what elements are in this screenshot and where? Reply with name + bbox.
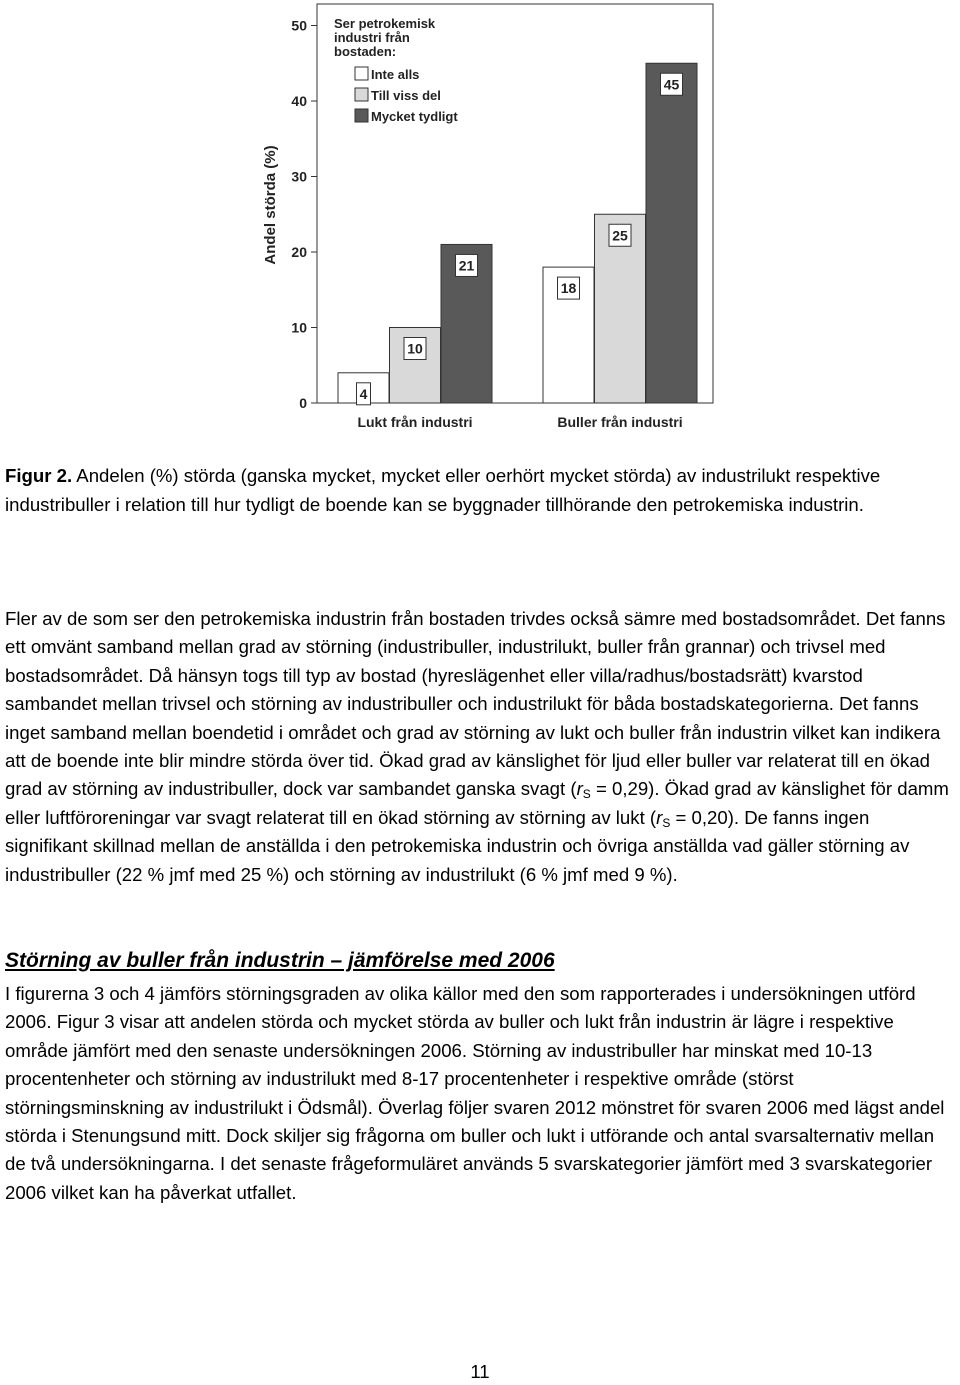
y-tick-label: 50 bbox=[291, 17, 307, 34]
paragraph-1-text-a: Fler av de som ser den petrokemiska industrin från bostaden trivdes också sämre med bostadsområdet. Det fanns ett omvänt samband mellan grad av störning (industribuller, industrilukt, buller från grannar) och trivsel med bostadsområdet. Då hänsyn togs till typ av bostad (hyreslägenhet eller villa/radhus/bostadsrätt) kvarstod sambandet mellan trivsel och störning av industribuller och industrilukt för båda bostadskategorierna. Det fanns inget samband mellan boendetid i området och grad av störning av lukt och buller från industrin vilket kan indikera att de boende inte blir mindre störda över tid. Ökad grad av känslighet för ljud eller buller var relaterat till en ökad grad av störning av industribuller, dock var sambandet ganska svagt ( bbox=[5, 608, 946, 800]
y-tick-label: 40 bbox=[291, 93, 307, 109]
correlation-symbol: r bbox=[576, 778, 583, 800]
legend-label: Till viss del bbox=[371, 88, 441, 103]
figure-label: Figur 2. bbox=[5, 465, 73, 486]
legend-title: Ser petrokemisk bbox=[334, 16, 436, 31]
y-tick-label: 10 bbox=[291, 319, 307, 336]
x-tick-label: Lukt från industri bbox=[357, 414, 473, 430]
data-label: 18 bbox=[560, 280, 577, 297]
paragraph-1-text-b: = 0,29). Ökad grad av känslighet för damm eller luftföroreningar var svagt relaterat till en ökad störning av störning av lukt ( bbox=[5, 778, 949, 828]
bar bbox=[646, 63, 697, 403]
body-paragraph-2: I figurerna 3 och 4 jämförs störningsgraden av olika källor med den som rapporterades i undersökningen utförd 2006. Figur 3 visar att andelen störda och mycket störda av buller och lukt från industrin är lägre i respektive område jämfört med den senaste undersökningen 2006. Störning av industribuller har minskat med 10-13 procentenheter och störning av industrilukt med 8-17 procentenheter i respektive område (störst störningsminskning av industrilukt i Ödsmål). Överlag följer svaren 2012 mönstret för svaren 2006 med lägst andel störda i Stenungsund mitt. Dock skiljer sig frågorna om buller och lukt i utförande och antal svarsalternativ mellan de två undersökningarna. I det senaste frågeformuläret används 5 svarskategorier jämfört med 3 svarskategorier 2006 vilket kan ha påverkat utfallet. bbox=[5, 983, 945, 1203]
data-label: 25 bbox=[612, 227, 628, 244]
y-axis-label: Andel störda (%) bbox=[262, 145, 279, 265]
correlation-subscript: S bbox=[582, 787, 591, 802]
x-axis-labels bbox=[357, 414, 682, 430]
legend-swatch bbox=[355, 67, 368, 80]
data-label: 45 bbox=[663, 76, 680, 93]
page-number: 11 bbox=[470, 1361, 490, 1382]
section-heading: Störning av buller från industrin – jämförelse med 2006 bbox=[5, 949, 555, 972]
data-label: 21 bbox=[458, 257, 475, 274]
correlation-symbol: r bbox=[656, 806, 663, 828]
figure-caption bbox=[5, 462, 955, 519]
body-paragraph-1 bbox=[5, 605, 955, 889]
y-axis bbox=[291, 18, 317, 412]
legend-title: industri från bbox=[334, 30, 410, 45]
figure-caption-text: Andelen (%) störda (ganska mycket, mycket eller oerhört mycket störda) av industrilukt respektive industribuller i relation till hur tydligt de boende kan se byggnader tillhörande den petrokemiska industrin. bbox=[5, 465, 881, 515]
y-tick-label: 0 bbox=[299, 395, 307, 411]
bar-chart bbox=[0, 0, 960, 440]
data-label: 10 bbox=[407, 340, 423, 357]
correlation-subscript: S bbox=[662, 815, 671, 830]
legend-label: Inte alls bbox=[371, 67, 420, 82]
x-tick-label: Buller från industri bbox=[557, 414, 683, 430]
y-tick-label: 20 bbox=[291, 244, 307, 260]
legend-swatch bbox=[355, 109, 368, 122]
paragraph-1-text-c: = 0,20). De fanns ingen signifikant skillnad mellan de anställda i den petrokemiska industrin och övriga anställda vad gäller störning av industribuller (22 % jmf med 25 %) och störning av industrilukt (6 % jmf med 9 %). bbox=[5, 806, 910, 885]
y-tick-label: 30 bbox=[291, 168, 307, 185]
data-label: 4 bbox=[359, 385, 368, 402]
legend-title: bostaden: bbox=[334, 44, 397, 59]
legend-label: Mycket tydligt bbox=[371, 109, 458, 124]
legend-swatch bbox=[355, 88, 368, 101]
